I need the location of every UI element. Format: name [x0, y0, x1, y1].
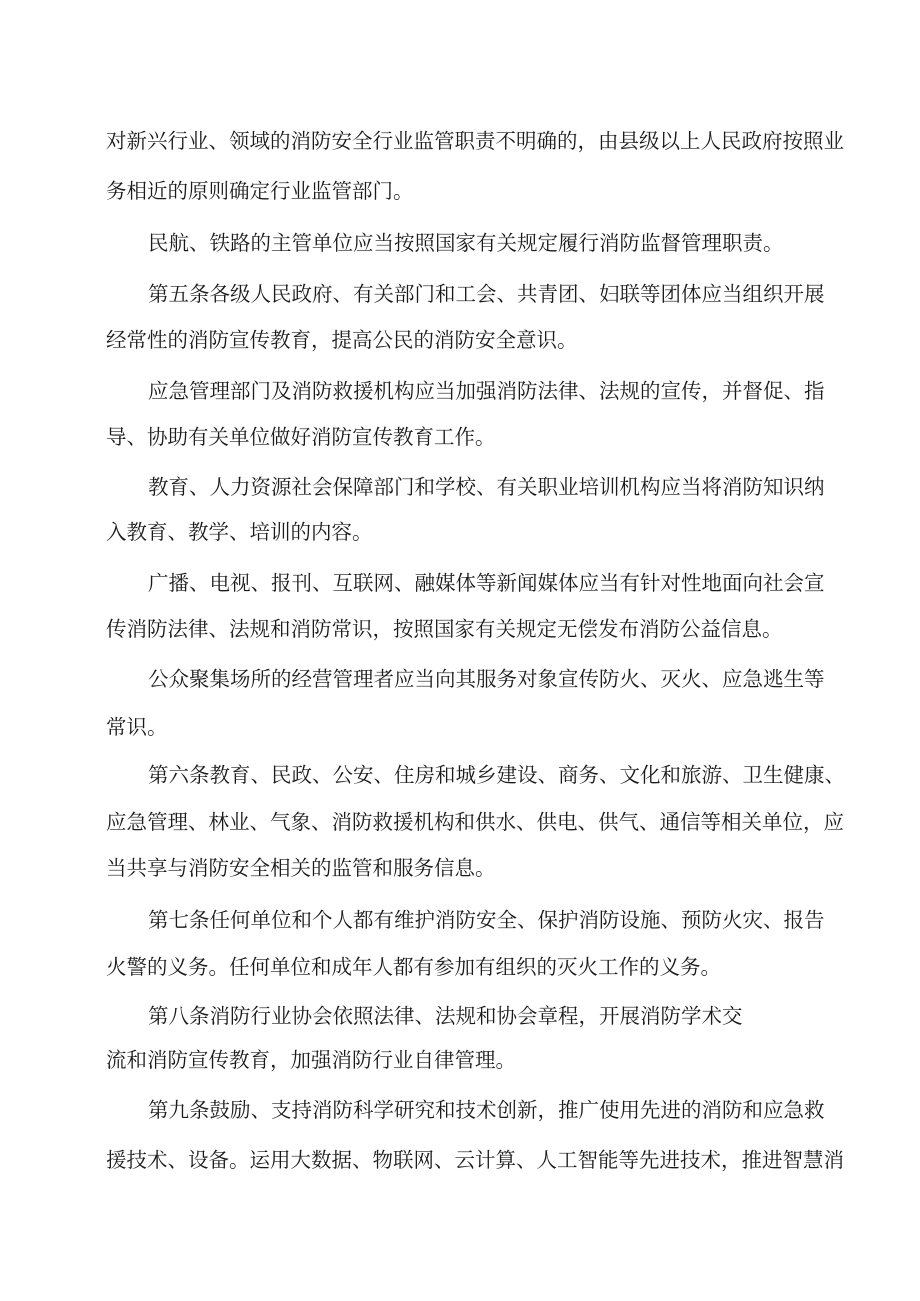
text-line: 火警的义务。任何单位和成年人都有参加有组织的灭火工作的义务。	[106, 955, 721, 979]
text-line: 第七条任何单位和个人都有维护消防安全、保护消防设施、预防火灾、报告	[148, 908, 825, 932]
text-line: 当共享与消防安全相关的监管和服务信息。	[106, 856, 496, 880]
text-line: 民航、铁路的主管单位应当按照国家有关规定履行消防监督管理职责。	[148, 231, 784, 255]
text-line: 对新兴行业、领域的消防安全行业监管职责不明确的，由县级以上人民政府按照业	[106, 129, 844, 153]
text-line: 流和消防宣传教育，加强消防行业自律管理。	[106, 1048, 516, 1072]
text-line: 入教育、教学、培训的内容。	[106, 520, 373, 544]
text-line: 援技术、设备。运用大数据、物联网、云计算、人工智能等先进技术，推进智慧消	[106, 1148, 844, 1172]
text-line: 务相近的原则确定行业监管部门。	[106, 179, 414, 203]
text-line: 经常性的消防宣传教育，提高公民的消防安全意识。	[106, 328, 578, 352]
text-line: 第九条鼓励、支持消防科学研究和技术创新，推广使用先进的消防和应急救	[148, 1098, 825, 1122]
text-line: 导、协助有关单位做好消防宣传教育工作。	[106, 425, 496, 449]
text-line: 第六条教育、民政、公安、住房和城乡建设、商务、文化和旅游、卫生健康、	[148, 763, 845, 787]
text-line: 第五条各级人民政府、有关部门和工会、共青团、妇联等团体应当组织开展	[148, 282, 825, 306]
text-line: 广播、电视、报刊、互联网、融媒体等新闻媒体应当有针对性地面向社会宣	[148, 571, 825, 595]
text-line: 应急管理部门及消防救援机构应当加强消防法律、法规的宣传，并督促、指	[148, 379, 825, 403]
text-line: 传消防法律、法规和消防常识，按照国家有关规定无偿发布消防公益信息。	[106, 617, 783, 641]
text-line: 应急管理、林业、气象、消防救援机构和供水、供电、供气、通信等相关单位，应	[106, 810, 844, 834]
text-line: 公众聚集场所的经营管理者应当向其服务对象宣传防火、灭火、应急逃生等	[148, 667, 825, 691]
text-line: 教育、人力资源社会保障部门和学校、有关职业培训机构应当将消防知识纳	[148, 475, 825, 499]
text-line: 第八条消防行业协会依照法律、法规和协会章程，开展消防学术交	[148, 1004, 743, 1028]
text-line: 常识。	[106, 715, 168, 739]
